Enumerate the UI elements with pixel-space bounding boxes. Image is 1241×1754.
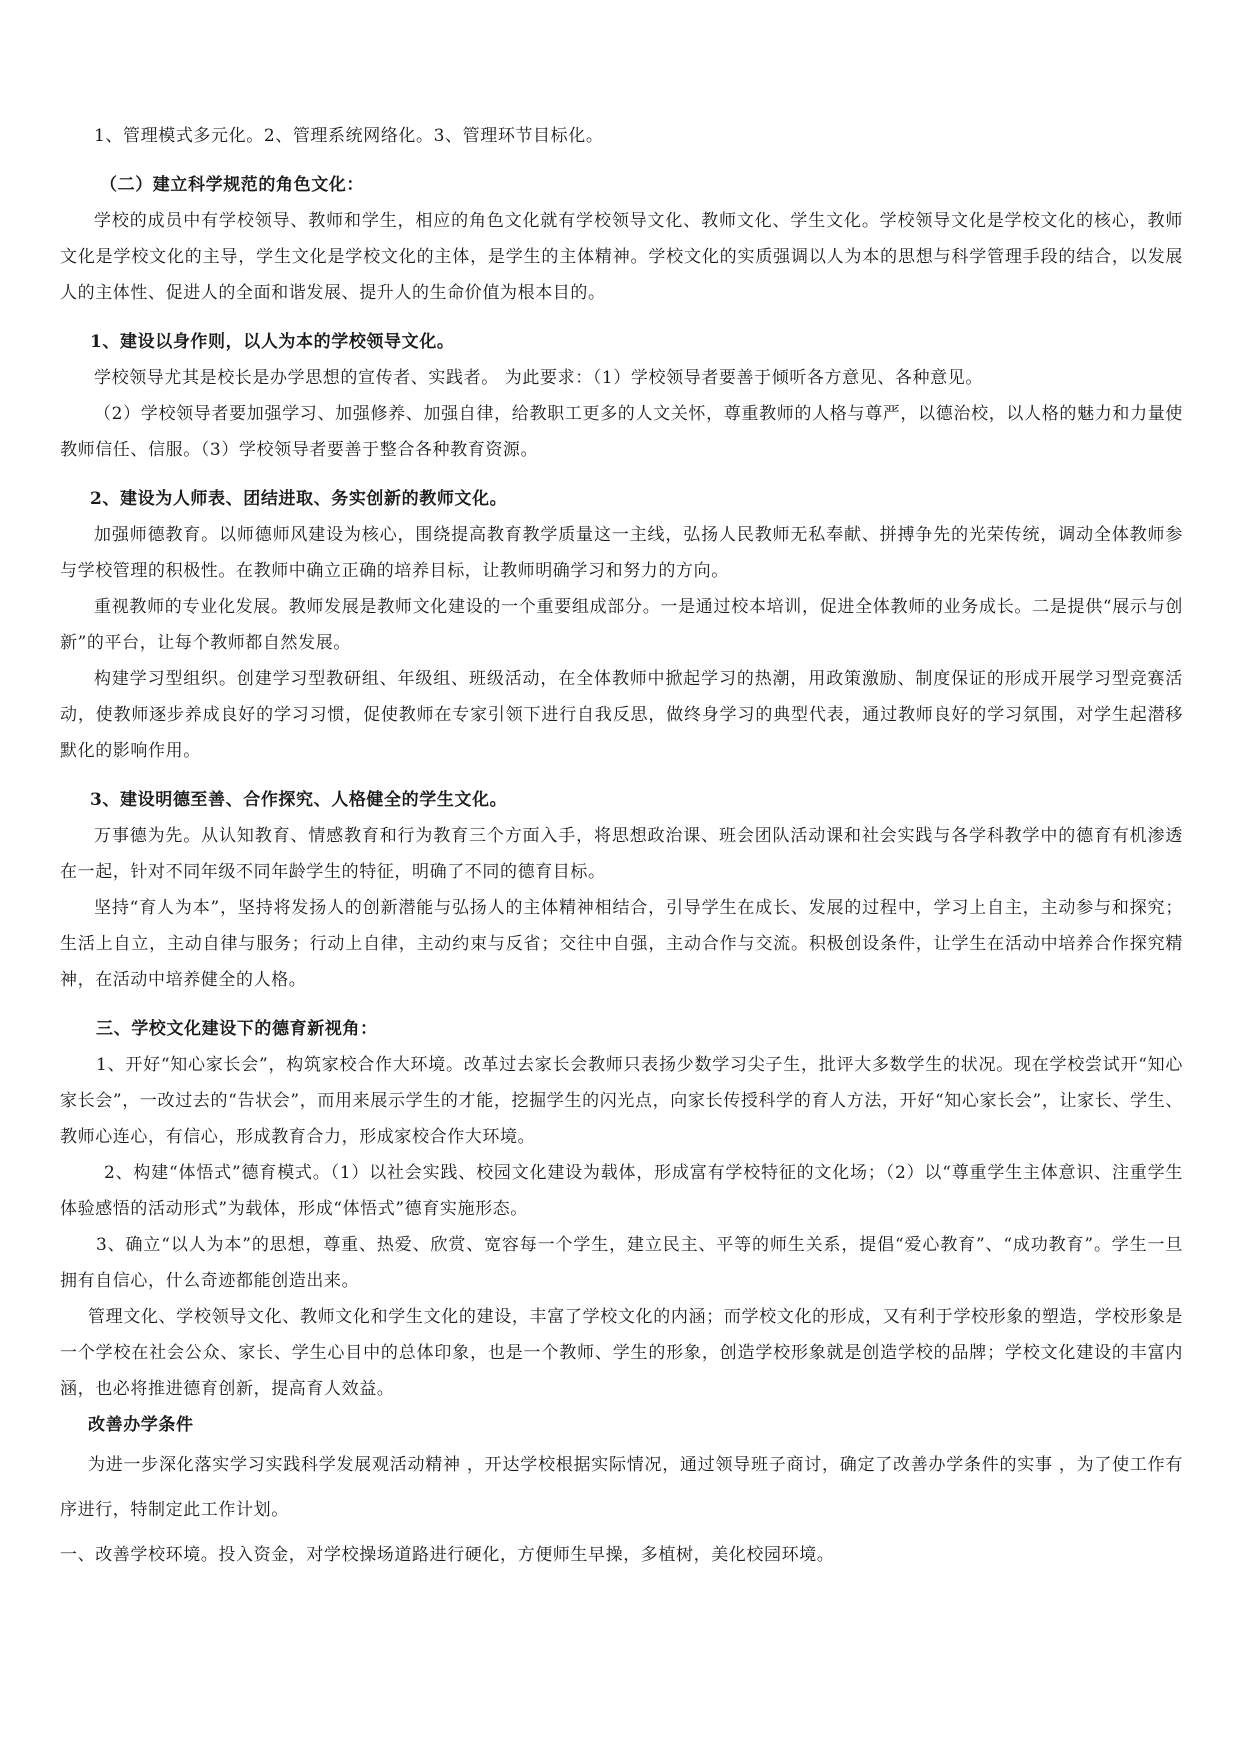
paragraph-leadership-1: 学校领导尤其是校长是办学思想的宣传者、实践者。 为此要求：（1）学校领导者要善于倾听各方意见、各种意见。 bbox=[94, 368, 983, 388]
paragraph-moral-1: 1、开好“知心家长会”，构筑家校合作大环境。改革过去家长会教师只表扬少数学习尖子生，批评大多数学生的状况。现在学校尝试开“知心家长会”，一改过去的“告状会”，而用来展示学生的才能，挖掘学生的闪光点，向家长传授科学的育人方法，开好“知心家长会”，让家长、学生、教师心连心，有信心，形成教育合力，形成家校合作大环境。 bbox=[60, 1055, 1183, 1147]
paragraph-moral-2: 2、构建“体悟式”德育模式。（1）以社会实践、校园文化建设为载体，形成富有学校特征的文化场；（2）以“尊重学生主体意识、注重学生体验感悟的活动形式”为载体，形成“体悟式”德育实施形态。 bbox=[60, 1163, 1183, 1219]
paragraph-teacher-3: 构建学习型组织。创建学习型教研组、年级组、班级活动，在全体教师中掀起学习的热潮，用政策激励、制度保证的形成开展学习型竞赛活动，使教师逐步养成良好的学习习惯，促使教师在专家引领下进行自我反思，做终身学习的典型代表，通过教师良好的学习氛围，对学生起潜移默化的影响作用。 bbox=[60, 669, 1183, 761]
paragraph-moral-3: 3、确立“以人为本”的思想，尊重、热爱、欣赏、宽容每一个学生，建立民主、平等的师生关系，提倡“爱心教育”、“成功教育”。学生一旦拥有自信心，什么奇迹都能创造出来。 bbox=[60, 1235, 1183, 1291]
paragraph-moral-summary: 管理文化、学校领导文化、教师文化和学生文化的建设，丰富了学校文化的内涵；而学校文化的形成，又有利于学校形象的塑造，学校形象是一个学校在社会公众、家长、学生心目中的总体印象，也是一个教师、学生的形象，创造学校形象就是创造学校的品牌；学校文化建设的丰富内涵，也必将推进德育创新，提高育人效益。 bbox=[60, 1307, 1183, 1399]
paragraph-improve-intro: 为进一步深化落实学习实践科学发展观活动精神 ，开达学校根据实际情况，通过领导班子商讨，确定了改善办学条件的实事 ，为了使工作有序进行，特制定此工作计划。 bbox=[60, 1455, 1183, 1520]
paragraph-improve-environment: 一、改善学校环境。投入资金，对学校操场道路进行硬化，方便师生早操，多植树，美化校园环境。 bbox=[60, 1545, 835, 1565]
heading-role-culture: （二）建立科学规范的角色文化： bbox=[100, 175, 364, 195]
paragraph-role-culture: 学校的成员中有学校领导、教师和学生，相应的角色文化就有学校领导文化、教师文化、学生文化。学校领导文化是学校文化的核心，教师文化是学校文化的主导，学生文化是学校文化的主体，是学生的主体精神。学校文化的实质强调以人为本的思想与科学管理手段的结合，以发展人的主体性、促进人的全面和谐发展、提升人的生命价值为根本目的。 bbox=[60, 211, 1183, 303]
heading-moral-education: 三、学校文化建设下的德育新视角： bbox=[96, 1019, 378, 1039]
heading-teacher-culture: 2、建设为人师表、团结进取、务实创新的教师文化。 bbox=[90, 489, 508, 509]
management-list: 1、管理模式多元化。2、管理系统网络化。3、管理环节目标化。 bbox=[94, 126, 604, 146]
paragraph-teacher-1: 加强师德教育。以师德师风建设为核心，围绕提高教育教学质量这一主线，弘扬人民教师无私奉献、拼搏争先的光荣传统，调动全体教师参与学校管理的积极性。在教师中确立正确的培养目标，让教师明确学习和努力的方向。 bbox=[60, 525, 1183, 581]
paragraph-student-1: 万事德为先。从认知教育、情感教育和行为教育三个方面入手，将思想政治课、班会团队活动课和社会实践与各学科教学中的德育有机渗透在一起，针对不同年级不同年龄学生的特征，明确了不同的德育目标。 bbox=[60, 826, 1183, 882]
heading-improve-conditions: 改善办学条件 bbox=[88, 1415, 194, 1435]
paragraph-student-2: 坚持“育人为本”，坚持将发扬人的创新潜能与弘扬人的主体精神相结合，引导学生在成长、发展的过程中，学习上自主，主动参与和探究；生活上自立，主动自律与服务；行动上自律，主动约束与反省；交往中自强，主动合作与交流。积极创设条件，让学生在活动中培养合作探究精神，在活动中培养健全的人格。 bbox=[60, 898, 1183, 990]
paragraph-teacher-2: 重视教师的专业化发展。教师发展是教师文化建设的一个重要组成部分。一是通过校本培训，促进全体教师的业务成长。二是提供“展示与创新”的平台，让每个教师都自然发展。 bbox=[60, 597, 1183, 653]
paragraph-leadership-2: （2）学校领导者要加强学习、加强修养、加强自律，给教职工更多的人文关怀，尊重教师的人格与尊严，以德治校，以人格的魅力和力量使教师信任、信服。（3）学校领导者要善于整合各种教育资源。 bbox=[60, 404, 1183, 460]
heading-student-culture: 3、建设明德至善、合作探究、人格健全的学生文化。 bbox=[90, 790, 508, 810]
heading-leadership-culture: 1、建设以身作则，以人为本的学校领导文化。 bbox=[90, 332, 455, 352]
